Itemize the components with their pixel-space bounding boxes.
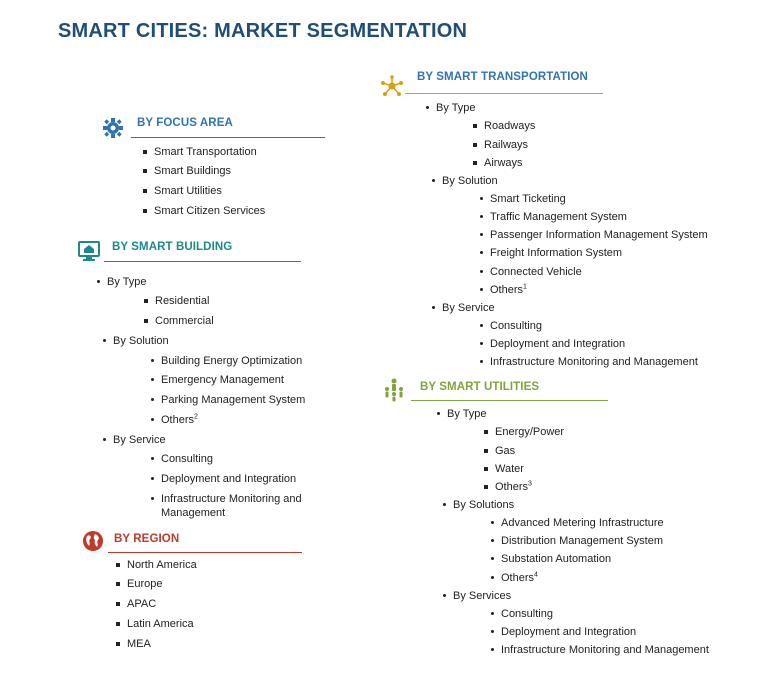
focus-area-section [98,114,328,224]
group-label: By Type [107,276,147,288]
list-item: Railways [484,139,529,151]
group-label: By Service [113,434,166,446]
list-item: Connected Vehicle [490,266,582,278]
footnote-marker: 2 [194,413,198,421]
group-label: By Service [442,302,495,314]
list-item: Parking Management System [161,394,306,406]
page-title: SMART CITIES: MARKET SEGMENTATION [58,20,468,42]
smart-building-section [76,238,326,523]
smart-utilities-section [380,378,710,663]
list-item: Energy/Power [495,426,565,438]
list-item: North America [127,559,197,571]
list-item: Residential [155,295,210,307]
focus-area-heading: BY FOCUS AREA [137,117,233,129]
list-item-label: Others [161,414,195,426]
list-item: Airways [484,157,523,169]
region-heading: BY REGION [114,533,180,545]
list-item-label: Others [501,572,535,584]
list-item: Smart Ticketing [490,193,566,205]
list-item: Deployment and Integration [501,626,637,638]
list-item: Smart Buildings [154,165,232,177]
list-item: Consulting [501,608,553,620]
list-item: Latin America [127,618,194,630]
footnote-marker: 4 [534,571,538,579]
smart-utilities-underline [411,400,608,401]
list-item: MEA [127,638,151,650]
footnote-marker: 3 [528,480,532,488]
list-item: Building Energy Optimization [161,355,303,367]
list-item: Distribution Management System [501,535,664,547]
list-item: Smart Citizen Services [154,205,266,217]
list-item [495,480,532,494]
list-item: Infrastructure Monitoring and Management [501,644,709,656]
list-item: Consulting [161,453,213,465]
group-label: By Services [453,590,512,602]
smart-utilities-heading: BY SMART UTILITIES [420,381,540,393]
list-item: Deployment and Integration [161,473,297,485]
group-label: By Solution [113,335,169,347]
list-item: Passenger Information Management System [490,229,708,241]
list-item-label: Others [490,284,524,296]
region-section [80,530,310,655]
list-item: Smart Transportation [154,146,257,158]
list-item: Substation Automation [501,553,612,565]
list-item: Roadways [484,120,536,132]
group-label: By Solutions [453,499,515,511]
list-item: Traffic Management System [490,211,627,223]
list-item [490,283,527,297]
list-item: Infrastructure Monitoring and Management [161,492,321,520]
smart-building-underline [104,261,301,262]
list-item: Freight Information System [490,247,623,259]
group-label: By Type [447,408,487,420]
list-item: Europe [127,578,163,590]
region-underline [108,552,302,553]
list-item: Water [495,463,524,475]
list-item: Gas [495,445,516,457]
smart-transportation-heading: BY SMART TRANSPORTATION [417,71,588,83]
list-item: Advanced Metering Infrastructure [501,517,664,529]
focus-area-underline [131,137,325,138]
footnote-marker: 1 [523,283,527,291]
group-label: By Solution [442,175,498,187]
list-item: Smart Utilities [154,185,222,197]
group-label: By Type [436,102,476,114]
list-item [501,571,538,585]
list-item: APAC [127,598,157,610]
list-item-label: Others [495,481,529,493]
smart-transportation-section [378,68,708,373]
smart-transportation-underline [405,93,603,94]
list-item [161,413,198,427]
list-item: Emergency Management [161,374,284,386]
smart-building-heading: BY SMART BUILDING [112,241,233,253]
list-item: Deployment and Integration [490,338,626,350]
list-item: Infrastructure Monitoring and Management [490,356,698,368]
list-item: Consulting [490,320,542,332]
list-item: Commercial [155,315,214,327]
